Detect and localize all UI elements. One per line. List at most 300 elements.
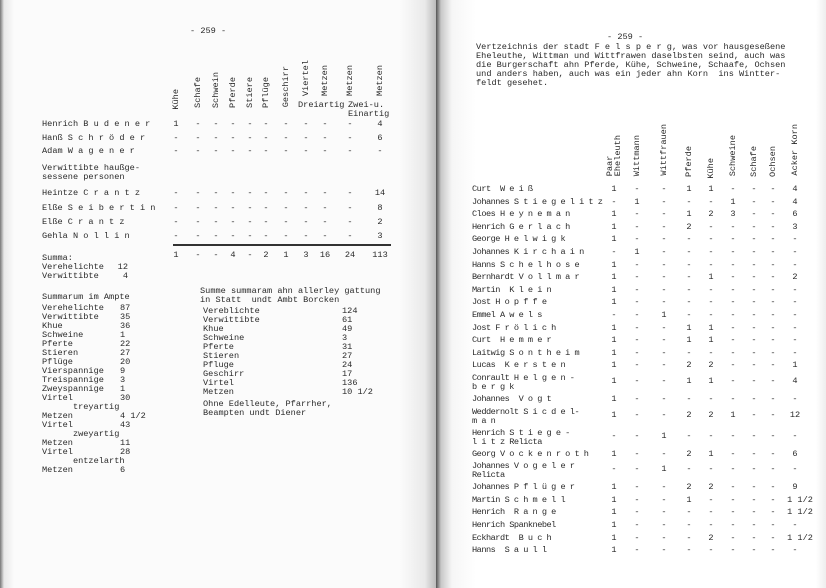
row-name: Bernhardt V o l l m a r	[472, 272, 580, 283]
row-cell: 2	[708, 482, 714, 493]
statt-label: Pferte	[203, 342, 234, 352]
row-cell: -	[661, 347, 667, 358]
row-cell: -	[751, 430, 757, 441]
row-cell: -	[686, 297, 692, 308]
row-cell: 1	[708, 272, 714, 283]
column-header: Schafe	[193, 77, 203, 109]
total-cell: 3	[303, 250, 309, 260]
row-cell: -	[770, 209, 776, 220]
row-cell: -	[751, 221, 757, 232]
row-cell: 6	[792, 209, 798, 220]
row-cell: -	[686, 284, 692, 295]
row-cell: -	[195, 133, 201, 143]
row-cell: -	[661, 409, 667, 420]
row-cell: -	[634, 394, 640, 404]
ampt-label: zweyartig	[42, 429, 120, 439]
row-cell: 8	[377, 203, 383, 213]
row-cell: -	[230, 217, 236, 227]
row-cell: -	[686, 507, 692, 518]
row-cell: -	[751, 520, 757, 530]
row-cell: -	[303, 133, 309, 143]
row-cell: -	[792, 347, 798, 358]
column-header: Wittmann	[632, 135, 642, 177]
row-cell: 1	[611, 507, 617, 518]
widowed-section-label: Verwittibte haußge- sessene personen	[42, 163, 140, 182]
statt-label: Vereblichte	[203, 306, 260, 316]
row-cell: -	[708, 545, 714, 556]
row-cell: -	[708, 297, 714, 308]
row-cell: -	[661, 482, 667, 493]
row-cell: -	[322, 119, 328, 129]
statt-label: Khue	[203, 324, 224, 334]
row-cell: -	[634, 360, 640, 371]
ampt-label: Virtel	[42, 420, 73, 430]
row-cell: -	[347, 231, 353, 241]
row-cell: -	[283, 133, 289, 143]
row-cell: -	[770, 221, 776, 232]
row-cell: -	[708, 494, 714, 505]
row-cell: -	[751, 409, 757, 420]
row-cell: 4	[792, 196, 798, 207]
row-cell: -	[661, 247, 667, 257]
row-cell: -	[686, 430, 692, 441]
row-cell: 4	[792, 184, 798, 194]
row-cell: -	[611, 430, 617, 441]
row-cell: 2	[686, 360, 692, 371]
row-name: Cloes H e y n e m a n	[472, 209, 570, 220]
row-cell: -	[634, 335, 640, 346]
ampt-value: 11	[120, 438, 131, 448]
row-cell: 2	[686, 482, 692, 493]
row-cell: -	[751, 184, 757, 194]
row-cell: -	[634, 482, 640, 493]
row-cell: -	[708, 221, 714, 232]
row-cell: -	[751, 376, 757, 386]
total-cell: 2	[263, 250, 269, 260]
row-cell: -	[322, 231, 328, 241]
row-cell: 1	[611, 322, 617, 333]
summa-value: 4	[122, 271, 128, 281]
row-cell: -	[708, 234, 714, 245]
row-cell: -	[770, 259, 776, 270]
row-cell: -	[708, 507, 714, 518]
row-cell: 1	[611, 545, 617, 556]
ampt-value: 1	[120, 330, 126, 340]
row-cell: -	[730, 482, 736, 493]
row-cell: -	[263, 146, 269, 156]
statt-value: 124	[342, 306, 358, 316]
row-cell: 1	[661, 430, 667, 441]
total-cell: 1	[173, 250, 179, 260]
row-cell: -	[686, 532, 692, 543]
row-cell: -	[213, 188, 219, 198]
row-name: Conrault H e l g e n - b e r g k	[472, 373, 575, 392]
statt-label: Pfluge	[203, 360, 234, 370]
row-cell: -	[634, 507, 640, 518]
row-cell: -	[770, 284, 776, 295]
summa-value: 12	[117, 262, 128, 272]
row-cell: -	[770, 272, 776, 283]
row-cell: -	[347, 188, 353, 198]
row-cell: -	[230, 119, 236, 129]
row-cell: -	[283, 203, 289, 213]
row-cell: -	[770, 464, 776, 475]
row-cell: -	[283, 146, 289, 156]
row-cell: -	[283, 119, 289, 129]
row-cell: -	[708, 310, 714, 320]
row-name: Johannes P f l ü g e r	[472, 482, 575, 493]
row-cell: -	[770, 297, 776, 308]
ampt-label: Schweine	[42, 330, 84, 340]
row-cell: -	[686, 247, 692, 257]
row-cell: -	[661, 376, 667, 386]
row-cell: -	[303, 146, 309, 156]
row-name: Henrich G e r l a c h	[472, 221, 570, 232]
row-cell: -	[730, 507, 736, 518]
row-cell: 1 1/2	[787, 494, 813, 505]
row-cell: -	[770, 360, 776, 371]
row-cell: -	[347, 133, 353, 143]
row-cell: -	[611, 310, 617, 320]
column-header: Acker Korn	[790, 124, 800, 176]
row-name: Adam W a g e n e r	[42, 146, 135, 156]
row-cell: -	[770, 448, 776, 459]
row-cell: 1	[611, 482, 617, 493]
row-cell: -	[730, 464, 736, 475]
row-cell: -	[213, 231, 219, 241]
row-cell: -	[661, 507, 667, 518]
row-cell: -	[708, 347, 714, 358]
row-cell: -	[686, 259, 692, 270]
ampt-label: Virtel	[42, 393, 73, 403]
row-cell: 1	[611, 234, 617, 245]
row-cell: -	[213, 119, 219, 129]
column-header: Paar Eheleuth	[605, 135, 623, 177]
row-cell: -	[730, 259, 736, 270]
row-cell: -	[661, 360, 667, 371]
row-cell: -	[347, 146, 353, 156]
row-cell: -	[770, 482, 776, 493]
row-cell: -	[730, 335, 736, 346]
row-cell: 1	[611, 394, 617, 404]
row-cell: -	[730, 322, 736, 333]
row-cell: -	[247, 119, 253, 129]
row-cell: -	[661, 259, 667, 270]
row-cell: -	[195, 231, 201, 241]
ampt-value: 36	[120, 321, 131, 331]
row-cell: -	[634, 272, 640, 283]
row-cell: 1	[611, 347, 617, 358]
row-cell: -	[247, 231, 253, 241]
right-page-number: - 259 -	[607, 32, 644, 42]
row-cell: -	[634, 376, 640, 386]
row-cell: -	[751, 322, 757, 333]
total-cell: -	[213, 250, 219, 260]
row-cell: -	[792, 297, 798, 308]
row-cell: -	[730, 532, 736, 543]
ampt-value: 4 1/2	[120, 411, 146, 421]
subheader-dreiartig: Dreiartig	[298, 100, 345, 110]
row-cell: -	[322, 203, 328, 213]
row-cell: 2	[686, 409, 692, 420]
row-cell: -	[634, 209, 640, 220]
row-cell: 1	[611, 360, 617, 371]
row-cell: 12	[789, 409, 801, 420]
ampt-label: treyartig	[42, 402, 120, 412]
column-header: Pferde	[684, 146, 694, 178]
row-cell: -	[686, 196, 692, 207]
row-cell: -	[792, 247, 798, 257]
statt-label: Geschirr	[203, 369, 245, 379]
row-cell: 1	[792, 360, 798, 371]
row-cell: -	[661, 494, 667, 505]
row-cell: 1	[611, 520, 617, 530]
row-cell: -	[751, 532, 757, 543]
row-name: Hanns S a u l l	[472, 545, 547, 556]
row-cell: -	[634, 297, 640, 308]
row-cell: -	[634, 259, 640, 270]
row-cell: -	[792, 464, 798, 475]
row-cell: -	[708, 196, 714, 207]
summe-statt-note: Ohne Edelleute, Pfarrher, Beampten undt Diener	[203, 399, 332, 418]
ampt-label: Metzen	[42, 465, 73, 475]
row-cell: -	[751, 297, 757, 308]
row-name: Martin S c h m e l l	[472, 494, 566, 505]
statt-value: 27	[342, 351, 353, 361]
row-cell: -	[661, 284, 667, 295]
row-cell: 1	[611, 209, 617, 220]
row-name: Jost H o p f f e	[472, 297, 547, 308]
row-cell: -	[730, 520, 736, 530]
row-name: Curt W e i ß	[472, 184, 533, 194]
row-cell: -	[611, 464, 617, 475]
row-cell: -	[751, 247, 757, 257]
ampt-value: 30	[120, 393, 131, 403]
total-cell: 1	[283, 250, 289, 260]
ampt-value: 87	[120, 303, 131, 313]
statt-value: 17	[342, 369, 353, 379]
ampt-label: Treispannige	[42, 375, 104, 385]
row-cell: -	[322, 188, 328, 198]
row-cell: -	[686, 347, 692, 358]
row-cell: -	[195, 217, 201, 227]
row-cell: 1	[661, 310, 667, 320]
row-cell: -	[634, 284, 640, 295]
total-cell: 16	[319, 250, 331, 260]
row-cell: -	[213, 146, 219, 156]
row-cell: 1	[686, 209, 692, 220]
row-cell: -	[195, 146, 201, 156]
ampt-value: 22	[120, 339, 131, 349]
total-cell: -	[195, 250, 201, 260]
total-cell: 24	[344, 250, 356, 260]
row-cell: -	[686, 520, 692, 530]
row-cell: 1	[611, 184, 617, 194]
row-cell: -	[792, 259, 798, 270]
row-cell: 1	[611, 297, 617, 308]
ampt-label: Virtel	[42, 447, 73, 457]
row-cell: 14	[374, 188, 386, 198]
row-cell: -	[230, 146, 236, 156]
row-cell: -	[792, 335, 798, 346]
row-cell: -	[730, 494, 736, 505]
row-cell: -	[230, 188, 236, 198]
row-name: Emmel A w e l s	[472, 310, 542, 320]
row-cell: -	[792, 234, 798, 245]
row-cell: 1	[708, 184, 714, 194]
row-cell: -	[247, 146, 253, 156]
row-cell: -	[634, 448, 640, 459]
row-cell: -	[634, 322, 640, 333]
row-cell: -	[770, 430, 776, 441]
row-name: Lucas K e r s t e n	[472, 360, 566, 371]
row-name: George H e l w i g k	[472, 234, 566, 245]
ampt-label: Vierspannige	[42, 366, 104, 376]
row-cell: 1	[634, 247, 640, 257]
row-cell: 1	[611, 221, 617, 232]
row-cell: -	[347, 217, 353, 227]
row-cell: 1	[611, 376, 617, 386]
row-cell: -	[247, 133, 253, 143]
statt-label: Stieren	[203, 351, 240, 361]
ampt-label: Stieren	[42, 348, 79, 358]
ampt-label: Verehelichte	[42, 303, 104, 313]
statt-value: 24	[342, 360, 353, 370]
row-cell: 6	[377, 133, 383, 143]
row-name: Johannes V o g t	[472, 394, 552, 404]
ampt-value: 20	[120, 357, 131, 367]
row-cell: -	[611, 196, 617, 207]
row-cell: 4	[377, 119, 383, 129]
row-cell: -	[751, 234, 757, 245]
row-name: Johannes S t i e g e l i t z	[472, 196, 603, 207]
statt-label: Metzen	[203, 387, 234, 397]
row-name: Henrich B u d e n e r	[42, 119, 151, 129]
ampt-value: 43	[120, 420, 131, 430]
row-cell: -	[263, 203, 269, 213]
row-cell: 9	[792, 482, 798, 493]
row-cell: -	[686, 545, 692, 556]
row-cell: 1	[686, 494, 692, 505]
row-cell: 1	[730, 409, 736, 420]
row-name: Elße C r a n t z	[42, 217, 125, 227]
row-cell: -	[770, 322, 776, 333]
row-cell: -	[770, 494, 776, 505]
row-cell: -	[770, 347, 776, 358]
row-cell: -	[770, 545, 776, 556]
row-cell: 6	[792, 448, 798, 459]
row-cell: 1	[611, 259, 617, 270]
ampt-label: Khue	[42, 321, 63, 331]
row-cell: -	[661, 297, 667, 308]
row-cell: -	[283, 188, 289, 198]
row-name: Elße S e i b e r t i n	[42, 203, 156, 213]
row-cell: -	[686, 234, 692, 245]
row-cell: -	[213, 133, 219, 143]
ampt-label: Pflüge	[42, 357, 73, 367]
row-cell: 1	[708, 335, 714, 346]
row-cell: -	[751, 360, 757, 371]
ampt-value: 9	[120, 366, 126, 376]
row-cell: -	[751, 494, 757, 505]
statt-value: 61	[342, 315, 353, 325]
row-cell: -	[263, 188, 269, 198]
ampt-value: 6	[120, 465, 126, 475]
column-header: Schweine	[728, 135, 738, 177]
statt-value: 136	[342, 378, 358, 388]
row-cell: -	[751, 196, 757, 207]
summarum-ampt-title: Summarum im Ampte	[42, 292, 130, 302]
row-cell: -	[661, 221, 667, 232]
row-name: Johannes V o g e l e r Relicta	[472, 461, 575, 481]
statt-value: 3	[342, 333, 348, 343]
row-cell: -	[730, 360, 736, 371]
row-cell: -	[708, 464, 714, 475]
row-cell: -	[751, 310, 757, 320]
row-cell: -	[661, 209, 667, 220]
row-name: Henrich R a n g e	[472, 507, 556, 518]
row-cell: -	[770, 376, 776, 386]
column-header: Ochsen	[768, 146, 778, 178]
row-cell: 2	[686, 448, 692, 459]
row-cell: -	[730, 234, 736, 245]
ampt-value: 27	[120, 348, 131, 358]
row-cell: -	[661, 234, 667, 245]
row-cell: 1	[686, 376, 692, 386]
row-cell: -	[770, 532, 776, 543]
row-cell: -	[751, 347, 757, 358]
row-cell: -	[751, 335, 757, 346]
row-cell: -	[770, 507, 776, 518]
row-cell: -	[686, 464, 692, 475]
row-cell: 1	[686, 184, 692, 194]
row-cell: -	[730, 247, 736, 257]
row-cell: -	[770, 520, 776, 530]
row-cell: -	[230, 231, 236, 241]
row-cell: -	[634, 347, 640, 358]
row-cell: -	[751, 448, 757, 459]
row-name: Hanns S c h e l h o s e	[472, 259, 580, 270]
column-header: Stiere	[245, 77, 255, 109]
summe-statt-title: Summe summaram ahn allerley gattung in Statt undt Ambt Borcken	[200, 286, 381, 305]
ampt-value: 28	[120, 447, 131, 457]
row-cell: -	[347, 203, 353, 213]
row-cell: -	[751, 394, 757, 404]
row-cell: -	[730, 448, 736, 459]
row-cell: -	[751, 482, 757, 493]
row-cell: -	[634, 464, 640, 475]
row-cell: -	[634, 494, 640, 505]
row-name: Curt H e m m e r	[472, 335, 552, 346]
row-cell: 3	[792, 221, 798, 232]
row-cell: -	[686, 394, 692, 404]
row-name: Henrich S t i e g e - l i t z Relicta	[472, 427, 570, 447]
row-cell: -	[661, 335, 667, 346]
row-name: Hanß S c h r ö d e r	[42, 133, 146, 143]
statt-value: 10 1/2	[342, 387, 373, 397]
left-page-number: - 259 -	[190, 26, 227, 36]
row-cell: -	[751, 545, 757, 556]
row-name: Heintze C r a n t z	[42, 188, 140, 198]
row-cell: -	[708, 259, 714, 270]
row-cell: -	[213, 203, 219, 213]
column-header: Metzen	[375, 65, 385, 97]
row-cell: -	[708, 247, 714, 257]
column-header: Viertel	[301, 59, 311, 96]
subheader-zwei-einartig: Zwei-u. Einartig	[348, 100, 390, 119]
column-header: Kühe	[706, 157, 716, 179]
row-cell: -	[708, 394, 714, 404]
